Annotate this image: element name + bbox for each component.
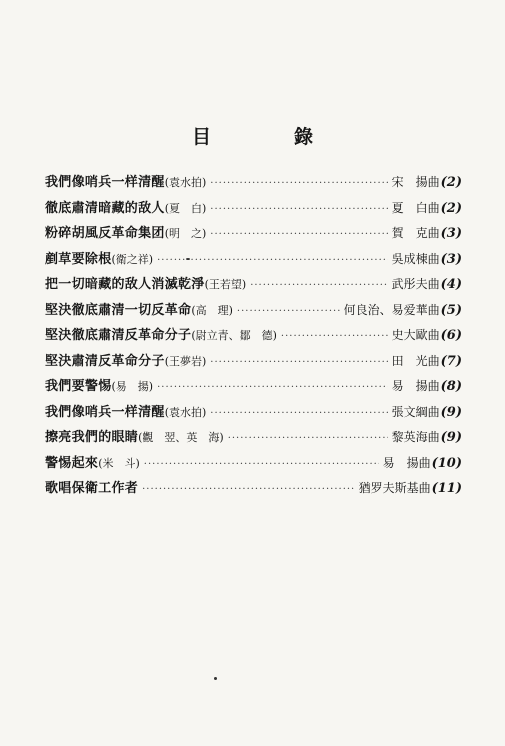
page-number: (10) (431, 455, 462, 471)
song-title: 堅決徹底肅清反革命分子 (45, 328, 192, 343)
page-number: (3) (440, 226, 462, 241)
composer: 易 揚曲 (391, 379, 440, 393)
dot-leader (228, 433, 388, 444)
lyricist: (米 斗) (98, 456, 140, 470)
print-speck (214, 677, 217, 680)
toc-entry[interactable] (45, 375, 462, 401)
lyricist: (夏 白) (164, 201, 207, 215)
page-number: (9) (440, 404, 462, 420)
song-title: 擦亮我們的眼睛 (45, 430, 139, 445)
song-title: 警惕起來 (45, 455, 99, 471)
toc-entry[interactable] (45, 299, 462, 325)
composer: 黎英海曲 (391, 430, 440, 444)
composer: 易 揚曲 (382, 455, 431, 470)
page-number: (9) (440, 430, 462, 445)
dot-leader (144, 459, 379, 470)
dot-leader (210, 229, 387, 240)
dot-leader (250, 280, 387, 291)
page-number: (6) (440, 328, 462, 343)
toc-list (45, 171, 462, 503)
toc-entry[interactable] (45, 273, 462, 299)
composer: 宋 揚曲 (391, 175, 440, 189)
toc-entry[interactable] (45, 324, 462, 350)
dot-leader (281, 331, 388, 342)
composer: 賀 克曲 (391, 226, 440, 240)
toc-entry[interactable] (45, 171, 462, 197)
composer: 猶罗夫斯基曲 (358, 481, 431, 495)
toc-entry[interactable] (45, 248, 462, 274)
dot-leader (237, 306, 340, 317)
composer: 張文綱曲 (391, 404, 440, 419)
lyricist: (袁水拍) (164, 176, 207, 189)
lyricist: (明 之) (164, 227, 207, 240)
toc-entry[interactable] (45, 452, 462, 478)
page-number: (3) (440, 251, 462, 267)
song-title: 徹底肅清暗藏的敌人 (45, 200, 165, 216)
page-number: (7) (440, 353, 462, 369)
dot-leader (157, 382, 388, 393)
page-number: (2) (440, 175, 462, 190)
composer: 何良治、易爱華曲 (343, 302, 440, 317)
lyricist: (袁水拍) (164, 405, 207, 419)
page-number: (11) (431, 481, 462, 496)
toc-entry[interactable] (45, 350, 462, 376)
dot-leader (210, 204, 387, 215)
lyricist: (王若望) (204, 278, 247, 291)
lyricist: (衛之祥) (111, 252, 154, 266)
dot-leader (142, 484, 354, 495)
toc-entry[interactable] (45, 477, 462, 503)
page-title: 目 錄 (191, 126, 345, 148)
toc-entry[interactable] (45, 197, 462, 223)
song-title: 堅決肅清反革命分子 (45, 353, 165, 369)
page-number: (5) (440, 302, 462, 318)
song-title: 堅決徹底肅清一切反革命 (45, 302, 192, 318)
composer: 夏 白曲 (391, 200, 440, 215)
composer: 史大歐曲 (391, 328, 440, 342)
page-number: (2) (440, 200, 462, 216)
print-speck (186, 258, 190, 260)
song-title: 把一切暗藏的敌人消滅乾淨 (45, 277, 205, 292)
composer: 吳成棟曲 (391, 251, 440, 266)
composer: 武彤夫曲 (391, 277, 440, 291)
page-number: (4) (440, 277, 462, 292)
lyricist: (王夢岩) (164, 354, 207, 368)
song-title: 我們像哨兵一样清醒 (45, 404, 165, 420)
composer: 田 光曲 (391, 353, 440, 368)
toc-entry[interactable] (45, 222, 462, 248)
song-title: 我們像哨兵一样清醒 (45, 175, 165, 190)
toc-entry[interactable] (45, 426, 462, 452)
lyricist: (尉立青、鄒 德) (191, 329, 277, 342)
lyricist: (高 理) (191, 303, 233, 317)
song-title: 我們要警惕 (45, 379, 112, 394)
lyricist: (易 揚) (111, 380, 154, 393)
dot-leader (157, 255, 388, 266)
dot-leader (210, 178, 387, 189)
lyricist: (觀 翌、英 海) (138, 431, 224, 444)
dot-leader (210, 357, 387, 368)
dot-leader (210, 408, 387, 419)
toc-entry[interactable] (45, 401, 462, 427)
song-title: 剷草要除根 (45, 251, 112, 267)
song-title: 粉碎胡風反革命集团 (45, 226, 165, 241)
song-title: 歌唱保衛工作者 (45, 481, 139, 496)
page-number: (8) (440, 379, 462, 394)
